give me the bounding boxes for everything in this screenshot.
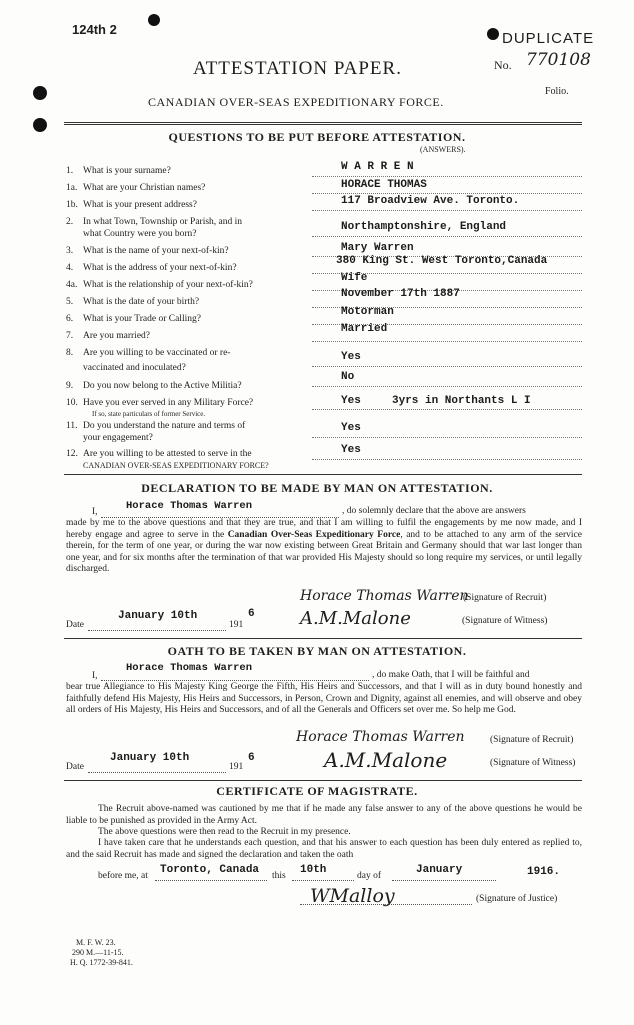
question-number: 6. <box>66 314 74 324</box>
answer-address: 117 Broadview Ave. Toronto. <box>341 195 520 207</box>
justice-signature: WMalloy <box>310 885 395 907</box>
answer-line <box>312 366 582 367</box>
declaration-witness-signature: A.M.Malone <box>300 608 411 629</box>
question-text: What is the name of your next-of-kin? <box>83 246 229 256</box>
question-text: Are you willing to be vaccinated or re- <box>83 348 231 358</box>
binder-hole-4 <box>487 28 499 40</box>
oath-text-start: , do make Oath, that I will be faithful and <box>372 670 530 680</box>
answer-line <box>312 459 582 460</box>
reference-mark: 124th 2 <box>72 22 117 37</box>
answer-militia: No <box>341 371 355 383</box>
answer-relationship: Wife <box>341 272 368 284</box>
answer-next-of-kin: Mary Warren <box>341 242 414 254</box>
justice-label: (Signature of Justice) <box>476 894 558 904</box>
question-text: What is your Trade or Calling? <box>83 314 201 324</box>
question-text-cont: what Country were you born? <box>83 229 197 239</box>
oath-date-label: Date <box>66 762 84 772</box>
answer-line <box>312 409 582 410</box>
oath-date: January 10th <box>110 752 190 764</box>
declaration-recruit-signature: Horace Thomas Warren <box>300 588 469 604</box>
question-text-cont: vaccinated and inoculated? <box>83 363 186 373</box>
certificate-day: 10th <box>300 864 327 876</box>
certificate-month: January <box>416 864 463 876</box>
question-text: In what Town, Township or Parish, and in <box>83 217 243 227</box>
regimental-number: 770108 <box>526 50 591 70</box>
question-text: Are you married? <box>83 331 150 341</box>
answer-trade: Motorman <box>341 306 394 318</box>
answer-christian-names: HORACE THOMAS <box>341 179 427 191</box>
answer-line <box>312 236 582 237</box>
declaration-date-label: Date <box>66 620 84 630</box>
question-text: What is the address of your next-of-kin? <box>83 263 237 273</box>
section-rule <box>64 780 582 781</box>
question-text: Have you ever served in any Military Force? <box>83 398 254 408</box>
question-text: What is your surname? <box>83 166 171 176</box>
answer-willing: Yes <box>341 444 361 456</box>
question-number: 8. <box>66 348 74 358</box>
declaration-text-start: , do solemnly declare that the above are answers <box>342 506 526 516</box>
declaration-witness-label: (Signature of Witness) <box>462 616 548 626</box>
oath-recruit-signature: Horace Thomas Warren <box>296 729 465 745</box>
question-number: 5. <box>66 297 74 307</box>
question-number: 10. <box>66 398 78 408</box>
answer-surname: W A R R E N <box>341 161 414 173</box>
answer-line <box>312 193 582 194</box>
document-subtitle: CANADIAN OVER-SEAS EXPEDITIONARY FORCE. <box>148 95 444 109</box>
duplicate-stamp: DUPLICATE <box>502 30 595 47</box>
certificate-year: 1916. <box>527 866 561 878</box>
oath-text: bear true Allegiance to His Majesty King George the Fifth, His Heirs and Successors, and that I will as in duty bound honestly and faithfully defend His Majesty, His Heirs and Successors, in Person, Crown and Dignity, against all enemies, and will observe and obey all orders of His Majesty, His Heirs and Successors, and of all the Generals and Officers set over me. So help me God. <box>66 682 582 715</box>
answer-line <box>312 176 582 177</box>
certificate-place-line <box>155 880 267 881</box>
oath-i-label: I, <box>92 671 98 681</box>
question-number: 1b. <box>66 200 78 210</box>
question-text: What are your Christian names? <box>83 183 206 193</box>
question-text: Are you willing to be attested to serve in the <box>83 449 252 459</box>
declaration-heading: DECLARATION TO BE MADE BY MAN ON ATTESTATION. <box>141 481 493 495</box>
oath-year-prefix: 191 <box>229 762 244 772</box>
certificate-paragraph-1: The Recruit above-named was cautioned by me that if he made any false answer to any of the above questions he would be liable to be punished as provided in the Army Act. <box>66 804 582 826</box>
question-text: What is the relationship of your next-of-kin? <box>83 280 253 290</box>
answer-vaccinated: Yes <box>341 351 361 363</box>
answer-birth-date: November 17th 1887 <box>341 288 460 300</box>
answer-line <box>312 210 582 211</box>
section-rule <box>64 474 582 475</box>
certificate-month-line <box>392 880 496 881</box>
answer-line <box>312 386 582 387</box>
question-text: What is your present address? <box>83 200 197 210</box>
oath-name: Horace Thomas Warren <box>126 662 253 674</box>
answer-understand: Yes <box>341 422 361 434</box>
declaration-i-label: I, <box>92 507 98 517</box>
oath-recruit-label: (Signature of Recruit) <box>490 735 574 745</box>
question-number: 11. <box>66 421 78 431</box>
question-number: 4. <box>66 263 74 273</box>
document-title: ATTESTATION PAPER. <box>193 58 402 79</box>
section-rule <box>64 638 582 639</box>
oath-heading: OATH TO BE TAKEN BY MAN ON ATTESTATION. <box>167 644 467 658</box>
number-label: No. <box>494 58 512 72</box>
footer-hq-number: H. Q. 1772-39-841. <box>70 958 133 967</box>
footer-print-run: 290 M.—11-15. <box>72 948 124 957</box>
header-rule-top <box>64 122 582 123</box>
question-text-cont: CANADIAN OVER-SEAS EXPEDITIONARY FORCE? <box>83 461 269 470</box>
declaration-recruit-label: (Signature of Recruit) <box>463 593 547 603</box>
declaration-year-suffix: 6 <box>248 608 255 620</box>
certificate-paragraph-3: I have taken care that he understands each question, and that his answer to each question has been duly entered as replied to, and the said Recruit has made and signed the declaration and taken the oath <box>66 838 582 860</box>
declaration-text: made by me to the above questions and that they are true, and that I am willing to fulfil the engagements by me now made, and I hereby engage and agree to serve in the Canadian Over-Seas Expeditionary Force, and to be attached to any arm of the service therein, for the term of one year, or during the war now existing between Great Britain and Germany should that war last longer than one year, and for six months after the termination of that war provided His Majesty should so long require my services, or until legally discharged. <box>66 518 582 574</box>
declaration-date: January 10th <box>118 610 198 622</box>
question-text: Do you understand the nature and terms of <box>83 421 246 431</box>
footer-form-number: M. F. W. 23. <box>76 938 116 947</box>
question-number: 2. <box>66 217 74 227</box>
binder-hole-3 <box>148 14 160 26</box>
declaration-name: Horace Thomas Warren <box>126 500 253 512</box>
question-number: 1. <box>66 166 74 176</box>
answers-label: (ANSWERS). <box>420 145 466 154</box>
justice-signature-line <box>300 904 472 905</box>
answer-served-particulars: 3yrs in Northants L I <box>392 395 531 407</box>
question-text-cont: your engagement? <box>83 433 153 443</box>
question-text: Do you now belong to the Active Militia? <box>83 381 242 391</box>
oath-year-suffix: 6 <box>248 752 255 764</box>
answer-served: Yes <box>341 395 361 407</box>
header-rule-bottom <box>64 124 582 125</box>
answer-birthplace: Northamptonshire, England <box>341 221 507 233</box>
certificate-day-of-label: day of <box>357 871 382 881</box>
question-number: 4a. <box>66 280 78 290</box>
answer-line <box>312 341 582 342</box>
answer-line <box>312 437 582 438</box>
question-number: 1a. <box>66 183 78 193</box>
certificate-paragraph-2: The above questions were then read to the Recruit in my presence. <box>98 827 351 837</box>
certificate-place: Toronto, Canada <box>160 864 260 876</box>
folio-label: Folio. <box>545 86 569 97</box>
certificate-before-label: before me, at <box>98 871 148 881</box>
declaration-year-prefix: 191 <box>229 620 244 630</box>
answer-next-of-kin-address: 380 King St. West Toronto,Canada <box>336 255 548 267</box>
questions-heading: QUESTIONS TO BE PUT BEFORE ATTESTATION. <box>168 130 466 144</box>
certificate-heading: CERTIFICATE OF MAGISTRATE. <box>216 784 418 798</box>
oath-witness-label: (Signature of Witness) <box>490 758 576 768</box>
question-number: 12. <box>66 449 78 459</box>
question-text-cont: If so, state particulars of former Service. <box>92 410 206 418</box>
oath-name-line <box>101 680 369 681</box>
declaration-date-line <box>88 630 226 631</box>
certificate-this-label: this <box>272 871 286 881</box>
question-text: What is the date of your birth? <box>83 297 200 307</box>
binder-hole-1 <box>33 86 47 100</box>
answer-married: Married <box>341 323 388 335</box>
question-number: 3. <box>66 246 74 256</box>
question-number: 7. <box>66 331 74 341</box>
certificate-day-line <box>292 880 354 881</box>
oath-date-line <box>88 772 226 773</box>
oath-witness-signature: A.M.Malone <box>324 748 448 772</box>
question-number: 9. <box>66 381 74 391</box>
